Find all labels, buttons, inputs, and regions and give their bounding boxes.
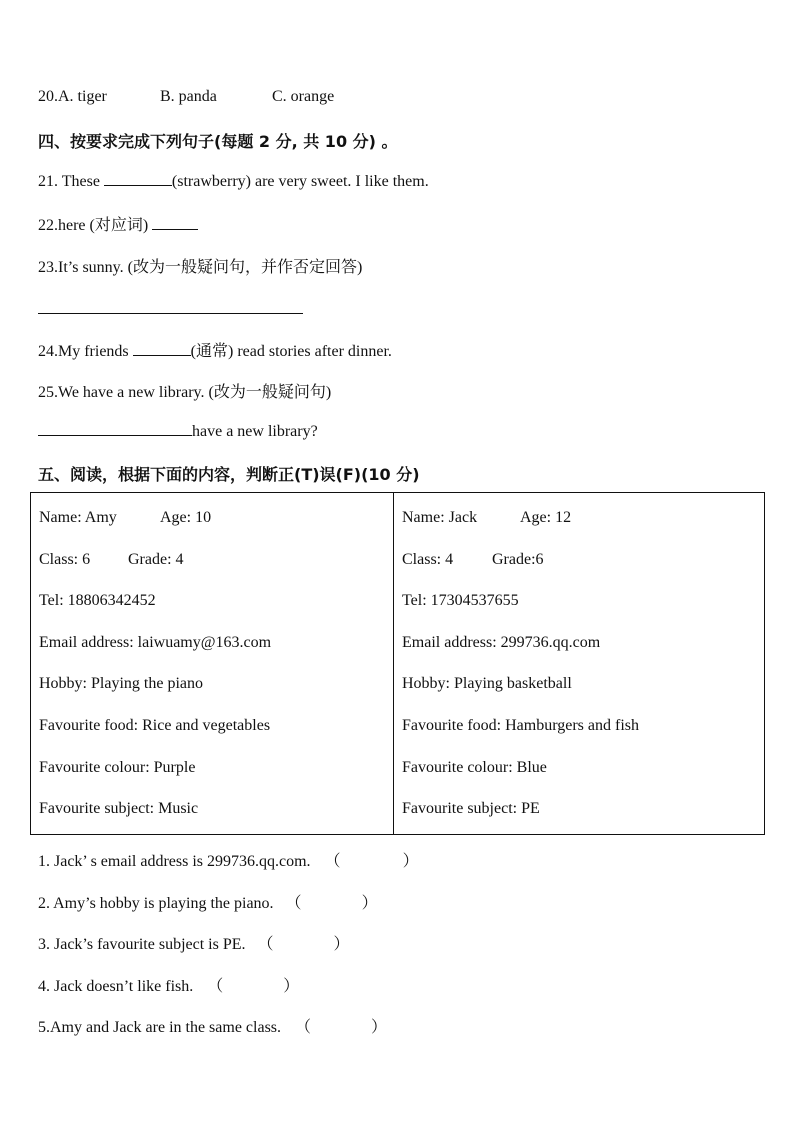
judge-item-4: 4. Jack doesn’t like fish. （ ） [38,978,300,995]
info-table [30,492,765,835]
jack-food: Favourite food: Hamburgers and fish [402,716,639,734]
question-number: 20. [38,88,58,105]
answer-blank[interactable] [104,171,172,186]
question-25: 25.We have a new library. (改为一般疑问句) [38,384,332,401]
question-25-answer [38,421,318,441]
jack-subject: Favourite subject: PE [402,800,540,818]
section-5-heading: 五、阅读，根据下面的内容，判断正(T)误(F)(10 分) [38,465,420,484]
judge-item-5: 5.Amy and Jack are in the same class. （ ） [38,1019,388,1036]
amy-email: Email address: laiwuamy@163.com [39,633,272,651]
amy-subject: Favourite subject: Music [39,800,199,818]
question-21 [38,171,429,191]
question-20 [38,88,334,106]
question-text: 21. These [38,173,104,190]
option-b: B. panda [160,88,217,105]
amy-tel: Tel: 18806342452 [39,592,156,610]
amy-hobby: Hobby: Playing the piano [39,675,203,693]
question-text: 24.My friends [38,343,133,360]
amy-name-age: Name: Amy Age: 10 [39,509,212,526]
section-4-heading: 四、按要求完成下列句子(每题 2 分, 共 10 分) 。 [38,132,398,151]
jack-class-grade: Class: 4 Grade:6 [402,550,544,568]
amy-class-grade: Class: 6 Grade: 4 [39,550,184,568]
amy-card [31,493,394,835]
question-text-tail: (通常) read stories after dinner. [190,343,392,360]
judge-item-2: 2. Amy’s hobby is playing the piano. （ ） [38,895,378,912]
question-23: 23.It’s sunny. (改为一般疑问句，并作否定回答) [38,259,363,276]
option-a: A. tiger [58,88,107,105]
answer-line[interactable] [38,313,303,314]
question-text-tail: (strawberry) are very sweet. I like them. [171,173,429,190]
judge-item-3: 3. Jack’s favourite subject is PE. （ ） [38,936,350,953]
question-24 [38,338,392,361]
judge-item-1: 1. Jack’ s email address is 299736.qq.com. （ ） [38,853,419,870]
option-c: C. orange [272,88,335,105]
question-22 [38,212,198,235]
jack-name-age: Name: Jack Age: 12 [402,509,572,526]
jack-colour: Favourite colour: Blue [402,758,547,776]
answer-tail: have a new library? [192,423,318,440]
question-text: 22.here (对应词) [38,217,153,234]
jack-hobby: Hobby: Playing basketball [402,675,572,693]
amy-colour: Favourite colour: Purple [39,758,196,776]
jack-email: Email address: 299736.qq.com [402,633,601,651]
jack-card [394,493,765,835]
answer-blank[interactable] [133,341,191,356]
jack-tel: Tel: 17304537655 [402,592,519,610]
amy-food: Favourite food: Rice and vegetables [39,716,271,734]
answer-blank[interactable] [152,215,198,230]
answer-blank[interactable] [38,421,192,436]
